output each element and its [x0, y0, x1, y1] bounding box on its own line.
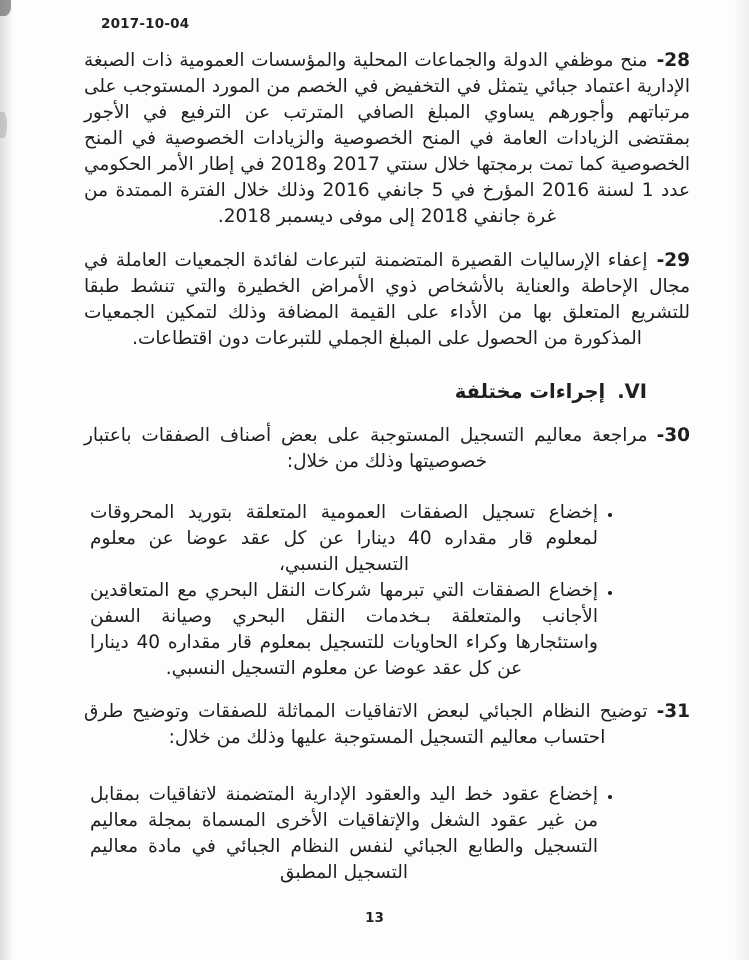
item-text: توضيح النظام الجبائي لبعض الاتفاقيات المماثلة للصفقات وتوضيح طرق احتساب معاليم التسجيل المستوجبة عليها وذلك من خلال:: [84, 701, 648, 748]
document-date: 2017-10-04: [101, 16, 190, 32]
numbered-item-31: [84, 699, 690, 751]
item-text: مراجعة معاليم التسجيل المستوجبة على بعض أصناف الصفقات باعتبار خصوصيتها وذلك من خلال:: [84, 425, 648, 472]
section-heading-vi: [84, 378, 647, 406]
item-number: 28-: [656, 50, 690, 71]
scan-edge-right: [733, 0, 749, 960]
item-number: 31-: [656, 701, 690, 722]
bullet-item: • إخضاع تسجيل الصفقات العمومية المتعلقة بتوريد المحروقات لمعلوم قار مقداره 40 دينارا عن كل عقد عوضا عن معلوم التسجيل النسبي،: [90, 500, 598, 578]
numbered-item-28: [84, 48, 690, 230]
bullet-list-item-30: [90, 500, 618, 682]
section-numeral: VI.: [617, 380, 647, 403]
numbered-item-29: [84, 248, 690, 352]
scan-artifact: [0, 112, 7, 138]
item-number: 29-: [656, 250, 690, 271]
numbered-item-30: [84, 423, 690, 475]
document-body: [84, 0, 690, 886]
bullet-item: • إخضاع عقود خط اليد والعقود الإدارية المتضمنة لاتفاقيات بمقابل من غير عقود الشغل والإتفاقيات الأخرى المسماة بمجلة معاليم التسجيل والطابع الجبائي لنفس النظام الجبائي في مادة معاليم التسجيل المطبق: [90, 782, 598, 886]
scan-artifact: [0, 0, 11, 16]
section-title: إجراءات مختلفة: [454, 380, 606, 403]
bullet-item: • إخضاع الصفقات التي تبرمها شركات النقل البحري مع المتعاقدين الأجانب والمتعلقة بـخدمات النقل البحري وصيانة السفن واستئجارها وكراء الحاويات للتسجيل بمعلوم قار مقداره 40 دينارا عن كل عقد عوضا عن معلوم التسجيل النسبي.: [90, 578, 598, 682]
page-number: 13: [365, 910, 384, 926]
bullet-list-item-31: [90, 782, 618, 886]
item-number: 30-: [656, 425, 690, 446]
item-text: إعفاء الإرساليات القصيرة المتضمنة لتبرعات لفائدة الجمعيات العاملة في مجال الإحاطة والعناية بالأشخاص ذوي الأمراض الخطيرة والتي تنشط طبقا للتشريع المتعلق بها من الأداء على القيمة المضافة وذلك لتمكين الجمعيات المذكورة من الحصول على المبلغ الجملي للتبرعات دون اقتطاعات.: [84, 250, 690, 349]
item-text: منح موظفي الدولة والجماعات المحلية والمؤسسات العمومية ذات الصبغة الإدارية اعتماد جبائي يتمثل في التخفيض في الخصم من المورد المستوجب على مرتباتهم وأجورهم يساوي المبلغ الصافي المترتب عن الترفيع في الأجور بمقتضى الزيادات العامة في المنح الخصوصية والزيادات الخصوصية في المنح الخصوصية كما تمت برمجتها خلال سنتي 2017 و2018 في إطار الأمر الحكومي عدد 1 لسنة 2016 المؤرخ في 5 جانفي 2016 وذلك خلال الفترة الممتدة من غرة جانفي 2018 إلى موفى ديسمبر 2018.: [84, 50, 691, 227]
scan-edge-left: [0, 0, 13, 960]
